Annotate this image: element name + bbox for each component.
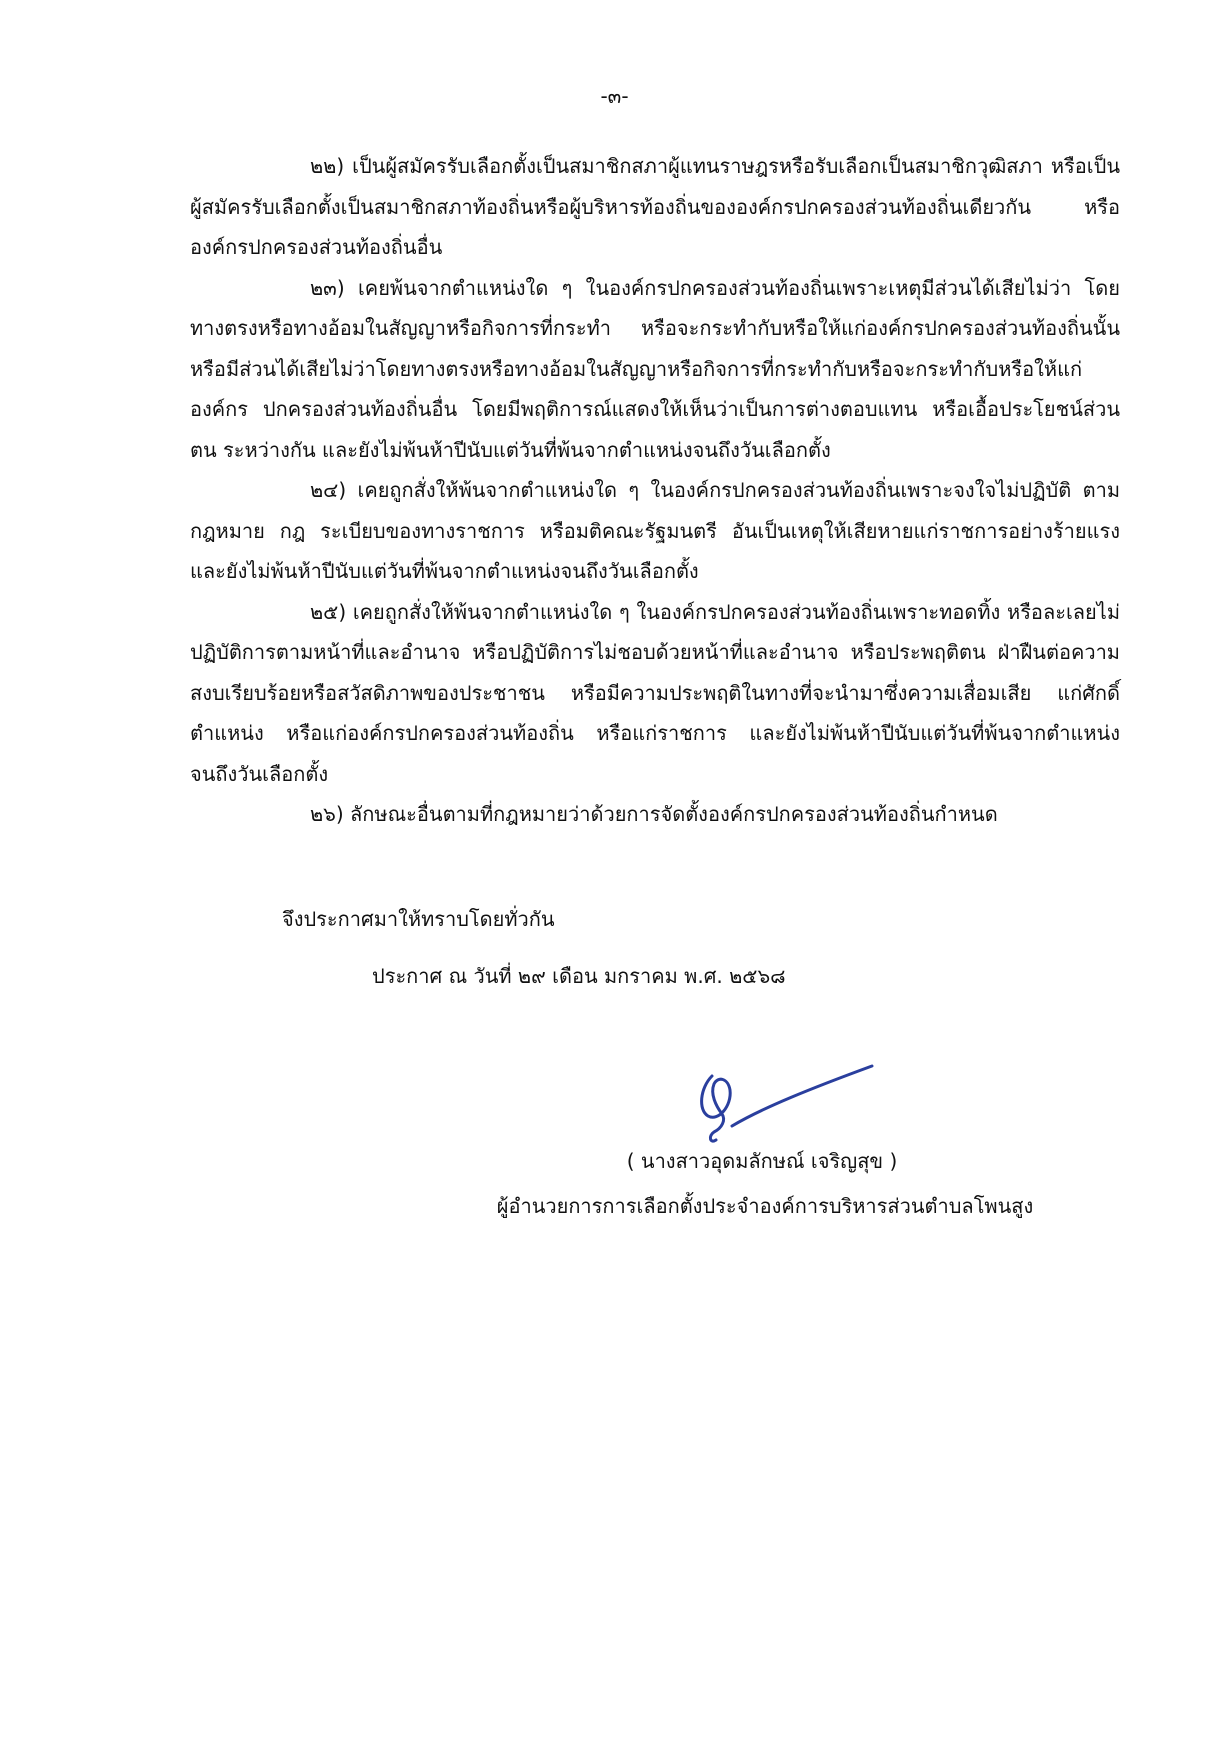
signer-name: ( นางสาวอุดมลักษณ์ เจริญสุข ): [626, 1149, 898, 1173]
clause-23: ๒๓) เคยพ้นจากตำแหน่งใด ๆ ในองค์กรปกครองส่วนท้องถิ่นเพราะเหตุมีส่วนได้เสียไม่ว่า โดยทางตรงหรือทางอ้อมในสัญญาหรือกิจการที่กระทำ หรือจะกระทำกับหรือให้แก่องค์กรปกครองส่วนท้องถิ่นนั้น หรือมีส่วนได้เสียไม่ว่าโดยทางตรงหรือทางอ้อมในสัญญาหรือกิจการที่กระทำกับหรือจะกระทำกับหรือให้แก่องค์กร ปกครองส่วนท้องถิ่นอื่น โดยมีพฤติการณ์แสดงให้เห็นว่าเป็นการต่างตอบแทน หรือเอื้อประโยชน์ส่วนตน ระหว่างกัน และยังไม่พ้นห้าปีนับแต่วันที่พ้นจากตำแหน่งจนถึงวันเลือกตั้ง: [190, 275, 1120, 462]
page-number: -๓-: [600, 84, 629, 108]
clause-26: ๒๖) ลักษณะอื่นตามที่กฎหมายว่าด้วยการจัดตั้งองค์กรปกครองส่วนท้องถิ่นกำหนด: [310, 802, 998, 826]
clause-22: ๒๒) เป็นผู้สมัครรับเลือกตั้งเป็นสมาชิกสภาผู้แทนราษฎรหรือรับเลือกเป็นสมาชิกวุฒิสภา หรือเป็นผู้สมัครรับเลือกตั้งเป็นสมาชิกสภาท้องถิ่นหรือผู้บริหารท้องถิ่นขององค์กรปกครองส่วนท้องถิ่นเดียวกัน หรือองค์กรปกครองส่วนท้องถิ่นอื่น: [190, 154, 1120, 259]
announcement-date: ประกาศ ณ วันที่ ๒๙ เดือน มกราคม พ.ศ. ๒๕๖๘: [372, 964, 786, 988]
clause-25: ๒๕) เคยถูกสั่งให้พ้นจากตำแหน่งใด ๆ ในองค์กรปกครองส่วนท้องถิ่นเพราะทอดทิ้ง หรือละเลยไม่ปฏิบัติการตามหน้าที่และอำนาจ หรือปฏิบัติการไม่ชอบด้วยหน้าที่และอำนาจ หรือประพฤติตน ฝ่าฝืนต่อความสงบเรียบร้อยหรือสวัสดิภาพของประชาชน หรือมีความประพฤติในทางที่จะนำมาซึ่งความเสื่อมเสีย แก่ศักดิ์ตำแหน่ง หรือแก่องค์กรปกครองส่วนท้องถิ่น หรือแก่ราชการ และยังไม่พ้นห้าปีนับแต่วันที่พ้นจากตำแหน่ง จนถึงวันเลือกตั้ง: [190, 599, 1120, 786]
signature-stroke: [702, 1076, 731, 1141]
document-body: [190, 146, 1120, 835]
clause-24: ๒๔) เคยถูกสั่งให้พ้นจากตำแหน่งใด ๆ ในองค์กรปกครองส่วนท้องถิ่นเพราะจงใจไม่ปฏิบัติ ตามกฎหมาย กฎ ระเบียบของทางราชการ หรือมติคณะรัฐมนตรี อันเป็นเหตุให้เสียหายแก่ราชการอย่างร้ายแรง และยังไม่พ้นห้าปีนับแต่วันที่พ้นจากตำแหน่งจนถึงวันเลือกตั้ง: [190, 478, 1120, 583]
signer-title: ผู้อำนวยการการเลือกตั้งประจำองค์การบริหารส่วนตำบลโพนสูง: [496, 1194, 1034, 1218]
announcement-text: จึงประกาศมาให้ทราบโดยทั่วกัน: [282, 907, 555, 931]
signature-stroke-tail: [732, 1066, 872, 1126]
